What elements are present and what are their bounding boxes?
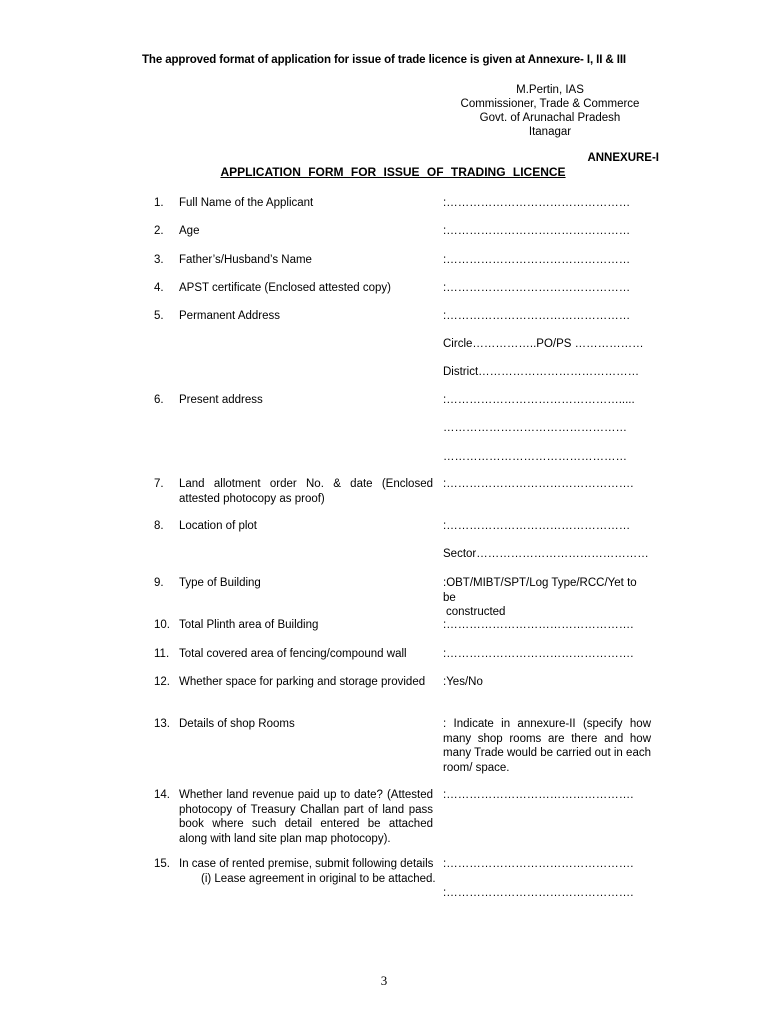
item-number: 3.: [154, 254, 164, 266]
signatory-place: Itanagar: [528, 126, 572, 138]
item-field: District……………………………………: [443, 366, 640, 378]
item-label: Whether land revenue paid up to date? (Attested photocopy of Treasury Challan part of land pass book where such detail entered be attached along with land site plan map photocopy).: [179, 789, 433, 845]
item-label: Total Plinth area of Building: [179, 619, 319, 631]
item-field: [443, 576, 651, 620]
item-label: Details of shop Rooms: [179, 718, 295, 730]
item-field: :…………………………………………: [443, 254, 631, 266]
item-field: : Indicate in annexure-II (specify how many shop rooms are there and how many Trade would be carried out in each room/ space.: [443, 718, 651, 774]
signatory-block: [430, 83, 670, 139]
item-number: 9.: [154, 577, 164, 589]
item-field: …………………………………………: [443, 451, 627, 463]
item-field: :………………………………………….: [443, 648, 634, 660]
item-field: :………………………………………….: [443, 858, 634, 870]
item-number: 6.: [154, 394, 164, 406]
item-field: :……………………………………….....: [443, 394, 635, 406]
item-number: 4.: [154, 282, 164, 294]
item-field: :………………………………………….: [443, 887, 634, 899]
item-sublabel: (i) Lease agreement in original to be attached.: [201, 872, 436, 885]
item-field: :…………………………………………: [443, 197, 631, 209]
item-field: :…………………………………………: [443, 225, 631, 237]
item-label: Father’s/Husband’s Name: [179, 254, 312, 266]
item-label: APST certificate (Enclosed attested copy): [179, 282, 391, 294]
item-field: :Yes/No: [443, 676, 483, 688]
item-field: …………………………………………: [443, 422, 627, 434]
item-label: Age: [179, 225, 200, 237]
item-number: 14.: [154, 789, 170, 801]
item-number: 10.: [154, 619, 170, 631]
item-number: 1.: [154, 197, 164, 209]
item-number: 5.: [154, 310, 164, 322]
item-label-main: In case of rented premise, submit following details: [179, 858, 434, 870]
item-number: 12.: [154, 676, 170, 688]
item-number: 13.: [154, 718, 170, 730]
item-field: :…………………………………………: [443, 282, 631, 294]
signatory-designation: Commissioner, Trade & Commerce: [460, 98, 640, 110]
page-number: 3: [380, 973, 388, 988]
item-label: Whether space for parking and storage provided: [179, 676, 426, 688]
item-label: Total covered area of fencing/compound wall: [179, 648, 407, 660]
item-label: Land allotment order No. & date (Enclosed attested photocopy as proof): [179, 478, 433, 505]
item-field: :………………………………………….: [443, 478, 634, 490]
item-field: Circle……………..PO/PS ………………: [443, 338, 644, 350]
annexure-label: ANNEXURE-I: [587, 152, 659, 164]
item-field: Sector………………………………………: [443, 548, 649, 560]
header-note: The approved format of application for issue of trade licence is given at Annexure- I, II & III: [141, 54, 627, 66]
item-field: :…………………………………………: [443, 520, 631, 532]
signatory-office: Govt. of Arunachal Pradesh: [479, 112, 621, 124]
building-type-options: :OBT/MIBT/SPT/Log Type/RCC/Yet to be: [443, 577, 637, 604]
item-field: :………………………………………….: [443, 619, 634, 631]
item-label: Permanent Address: [179, 310, 281, 322]
signatory-name: M.Pertin, IAS: [516, 84, 584, 96]
item-field: :…………………………………………: [443, 310, 631, 322]
item-label: Full Name of the Applicant: [179, 197, 314, 209]
item-field: :………………………………………….: [443, 789, 634, 801]
item-number: 11.: [154, 648, 170, 660]
item-number: 7.: [154, 478, 164, 490]
item-label: Type of Building: [179, 577, 261, 589]
item-number: 8.: [154, 520, 164, 532]
item-label: [179, 857, 441, 886]
item-number: 15.: [154, 858, 170, 870]
building-type-options-cont: constructed: [446, 606, 506, 618]
item-label: Location of plot: [179, 520, 258, 532]
item-number: 2.: [154, 225, 164, 237]
item-label: Present address: [179, 394, 263, 406]
form-title: APPLICATION FORM FOR ISSUE OF TRADING LICENCE: [220, 165, 566, 179]
